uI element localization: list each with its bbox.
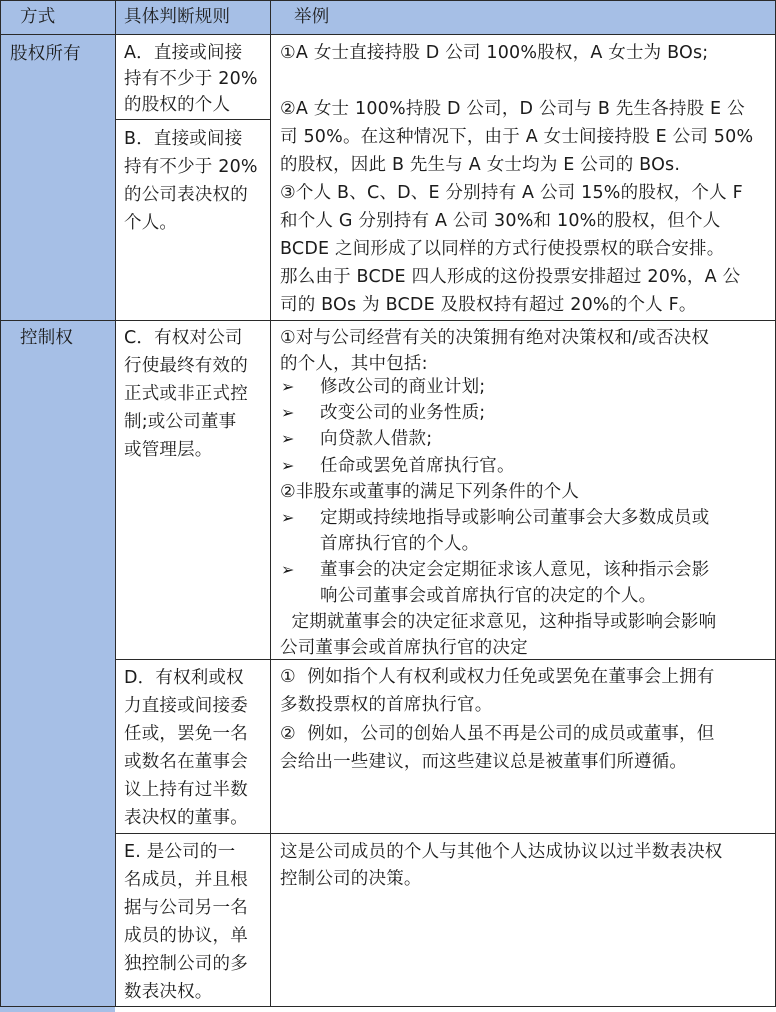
rule-d-example-line: ① 例如指个人有权利或权力任免或罢免在董事会上拥有 xyxy=(280,667,715,687)
rule-col1 xyxy=(115,0,116,1007)
rule-e-example-line: 控制公司的决策。 xyxy=(280,869,422,889)
rule-e-example-line: 这是公司成员的个人与其他个人达成协议以过半数表决权 xyxy=(280,842,723,862)
rule-ab xyxy=(115,119,270,120)
rule-b-line: 持有不少于 20% xyxy=(124,157,258,177)
rule-col2 xyxy=(270,0,271,1007)
control-bullet-item: 定期或持续地指导或影响公司董事会大多数成员或 xyxy=(320,508,710,528)
control-bullet-item: 修改公司的商业计划; xyxy=(320,377,486,397)
rule-section xyxy=(0,320,776,321)
control-bullet-item: 响公司董事会或首席执行官的决定的个人。 xyxy=(320,586,657,606)
rule-d-line: 或数名在董事会 xyxy=(124,752,248,772)
equity-example-line: 司的 BOs 为 BCDE 及股权持有超过 20%的个人 F。 xyxy=(280,295,697,315)
equity-example-line: ①A 女士直接持股 D 公司 100%股权，A 女士为 BOs; xyxy=(280,43,709,63)
rule-d-line: 任或，罢免一名 xyxy=(124,724,248,744)
category-column-bg xyxy=(0,34,115,1012)
equity-example-line: 司 50%。在这种情况下，由于 A 女士间接持股 E 公司 50% xyxy=(280,127,754,147)
header-example: 举例 xyxy=(294,7,330,27)
control-bullet-item: 改变公司的业务性质; xyxy=(320,403,486,423)
category-control: 控制权 xyxy=(20,328,74,348)
rule-left xyxy=(0,0,1,1007)
equity-example-line: ②A 女士 100%持股 D 公司，D 公司与 B 先生各持股 E 公 xyxy=(280,99,745,119)
rule-c-line: C．有权对公司 xyxy=(124,328,243,348)
control-bullet-item: 首席执行官的个人。 xyxy=(320,534,480,554)
equity-example-line: 和个人 G 分别持有 A 公司 30%和 10%的股权，但个人 xyxy=(280,211,721,231)
header-rule: 具体判断规则 xyxy=(124,7,231,27)
rule-e-line: E. 是公司的一 xyxy=(124,842,236,862)
rule-e-line: 名成员，并且根 xyxy=(124,870,248,890)
rule-d-line: 议上持有过半数 xyxy=(124,780,248,800)
rule-c-line: 或管理层。 xyxy=(124,440,213,460)
rule-a-line: 持有不少于 20% xyxy=(124,69,258,89)
equity-example-line: 那么由于 BCDE 四人形成的这份投票安排超过 20%，A 公 xyxy=(280,267,741,287)
control-example-tail: 公司董事会或首席执行官的决定 xyxy=(280,638,528,658)
rule-d-line: 力直接或间接委 xyxy=(124,696,248,716)
rule-d-example-line: 多数投票权的首席执行官。 xyxy=(280,695,493,715)
rule-c-line: 制;或公司董事 xyxy=(124,412,237,432)
rule-a-line: 的股权的个人 xyxy=(124,95,231,115)
header-row-bg xyxy=(0,0,776,34)
arrow-bullet-icon: ➢ xyxy=(281,456,295,475)
arrow-bullet-icon: ➢ xyxy=(281,508,295,527)
header-method: 方式 xyxy=(20,7,56,27)
control-example-tail: 定期就董事会的决定征求意见，这种指导或影响会影响 xyxy=(280,612,717,632)
arrow-bullet-icon: ➢ xyxy=(281,403,295,422)
control-bullet-item: 董事会的决定会定期征求该人意见，该种指示会影 xyxy=(320,560,710,580)
rule-d-line: D．有权利或权 xyxy=(124,668,244,688)
rule-top xyxy=(0,0,776,1)
rule-e-line: 数表决权。 xyxy=(124,982,213,1002)
rule-e-line: 成员的协议，单 xyxy=(124,926,248,946)
rule-c-line: 行使最终有效的 xyxy=(124,356,248,376)
rule-d-line: 表决权的董事。 xyxy=(124,808,248,828)
rule-d-example-line: ② 例如，公司的创始人虽不再是公司的成员或董事，但 xyxy=(280,724,715,744)
control-bullet-item: 任命或罢免首席执行官。 xyxy=(320,456,515,476)
control-example-intro: 的个人，其中包括: xyxy=(280,354,428,374)
rule-b-line: B．直接或间接 xyxy=(124,129,243,149)
arrow-bullet-icon: ➢ xyxy=(281,560,295,579)
rule-b-line: 个人。 xyxy=(124,213,178,233)
rule-de xyxy=(115,833,776,834)
rule-d-example-line: 会给出一些建议，而这些建议总是被董事们所遵循。 xyxy=(280,752,688,772)
control-example-intro: ①对与公司经营有关的决策拥有绝对决策权和/或否决权 xyxy=(280,328,710,348)
category-equity-ownership: 股权所有 xyxy=(10,44,81,64)
rule-e-line: 据与公司另一名 xyxy=(124,898,248,918)
rule-c-line: 正式或非正式控 xyxy=(124,384,248,404)
equity-example-line: BCDE 之间形成了以同样的方式行使投票权的联合安排。 xyxy=(280,239,725,259)
arrow-bullet-icon: ➢ xyxy=(281,429,295,448)
rule-header xyxy=(0,34,776,35)
arrow-bullet-icon: ➢ xyxy=(281,377,295,396)
equity-example-line: 的股权，因此 B 先生与 A 女士均为 E 公司的 BOs. xyxy=(280,155,681,175)
rule-a-line: A．直接或间接 xyxy=(124,43,243,63)
rule-b-line: 的公司表决权的 xyxy=(124,185,248,205)
control-bullet-item: 向贷款人借款; xyxy=(320,429,433,449)
rule-e-line: 独控制公司的多 xyxy=(124,954,248,974)
rule-bottom xyxy=(0,1006,776,1007)
control-example-intro2: ②非股东或董事的满足下列条件的个人 xyxy=(280,482,580,502)
equity-example-line: ③个人 B、C、D、E 分别持有 A 公司 15%的股权，个人 F xyxy=(280,183,743,203)
